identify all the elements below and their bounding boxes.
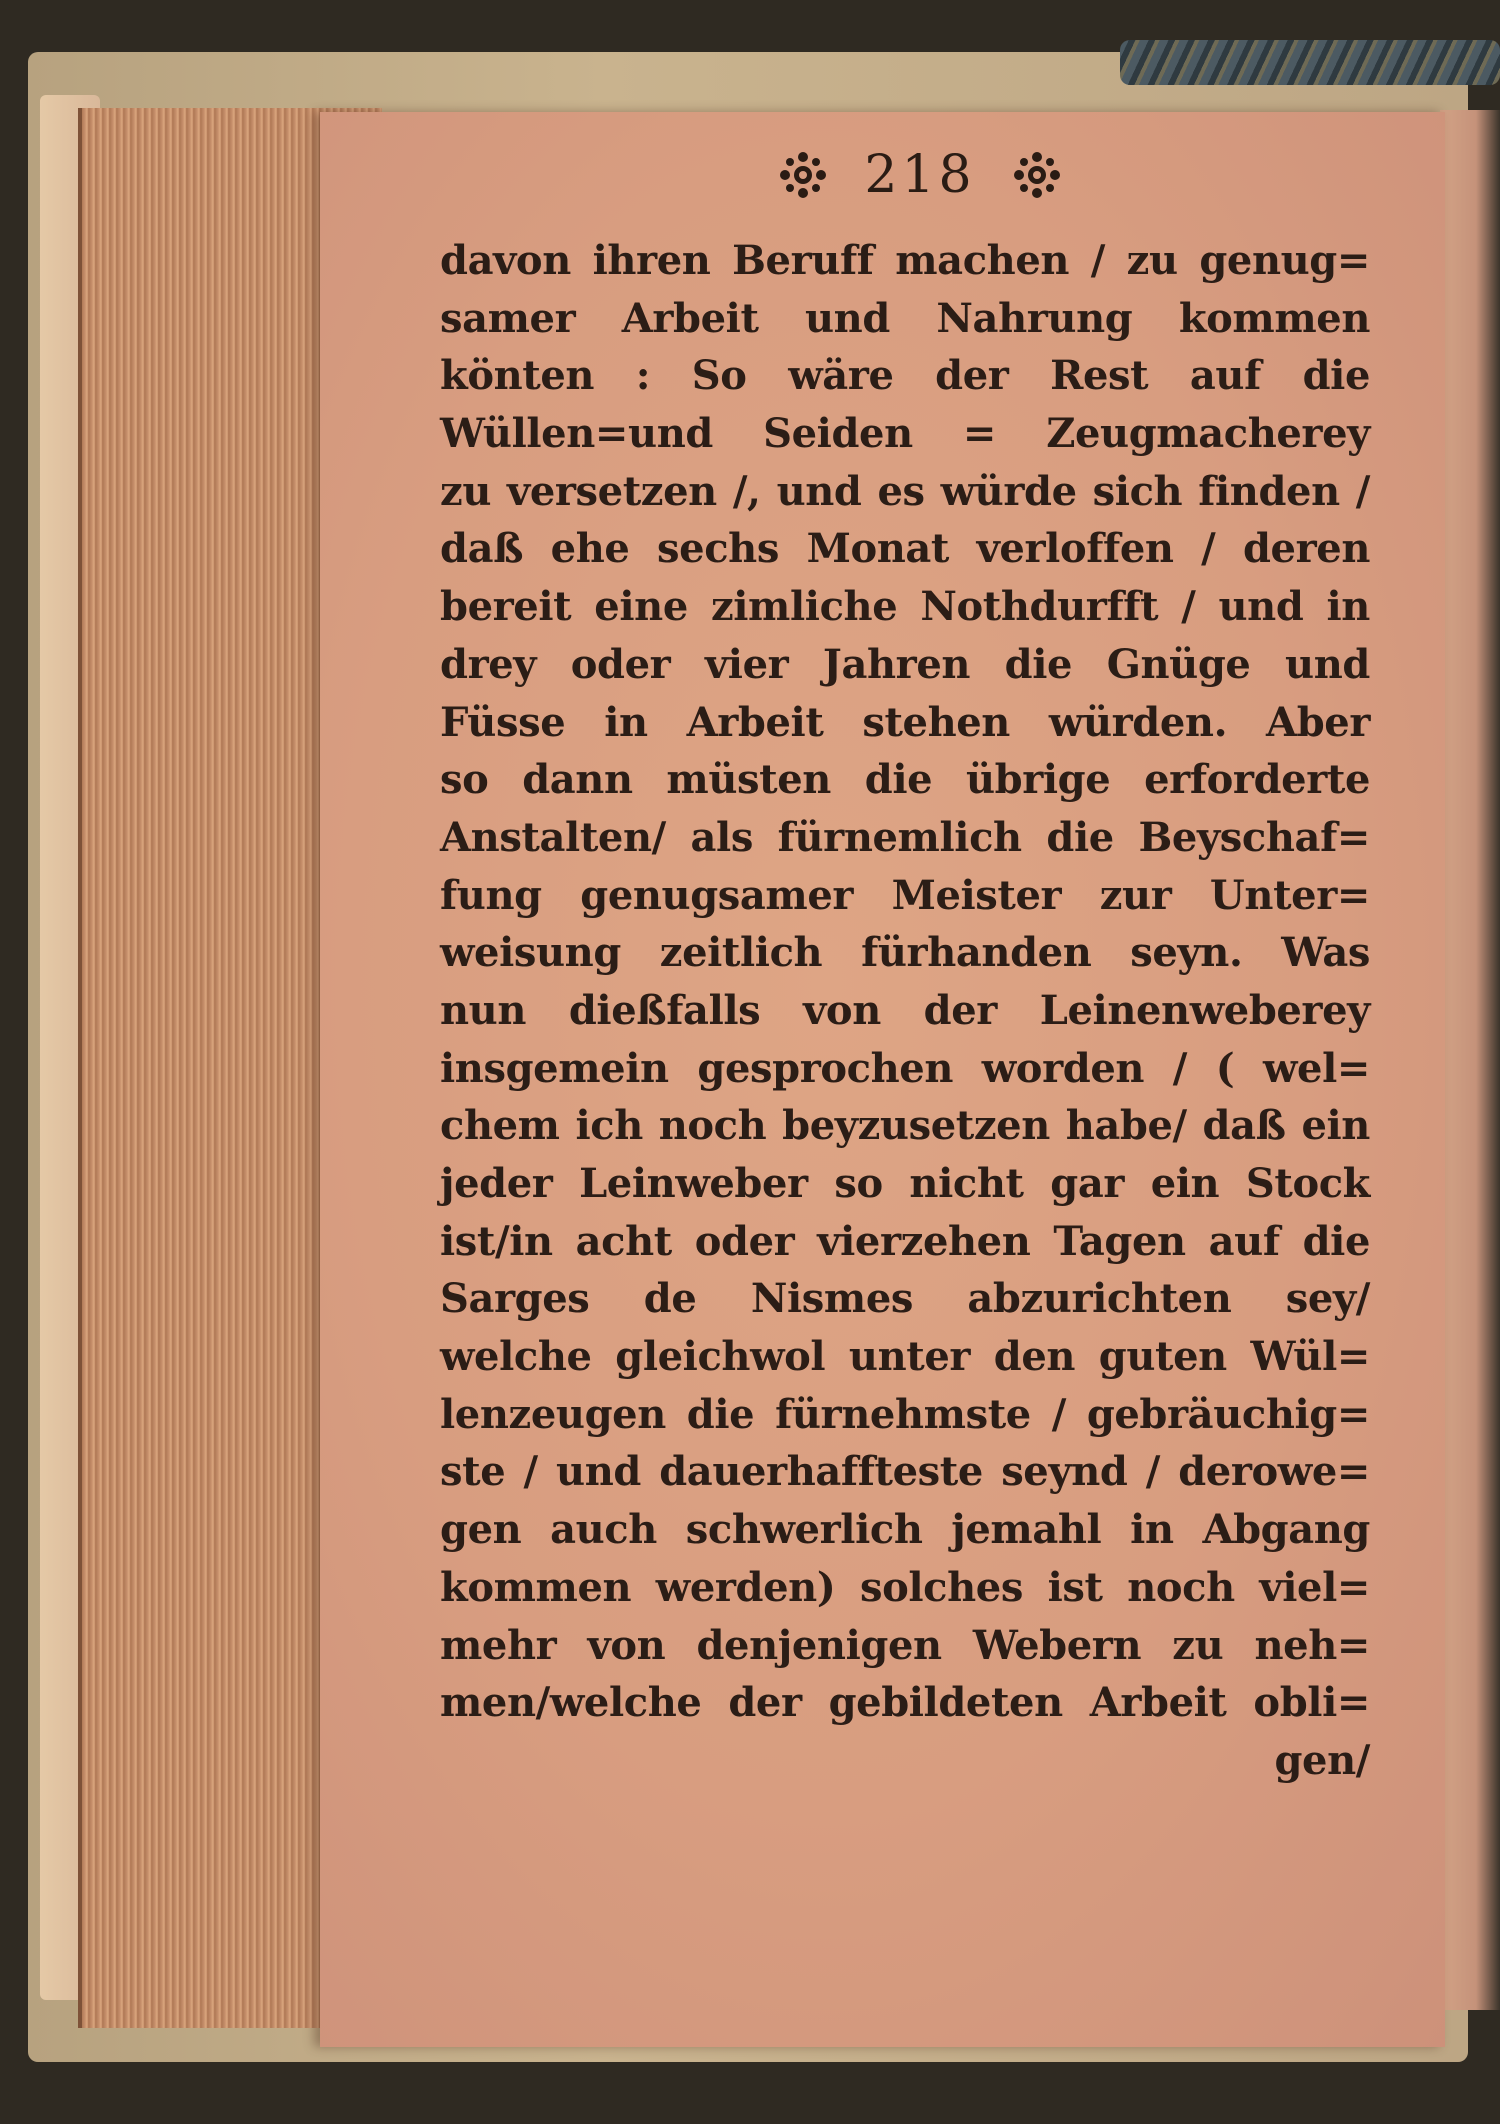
page-number: 218	[864, 145, 976, 205]
text-line: daß ehe sechs Monat verloffen / deren	[440, 525, 1370, 573]
text-line: insgemein gesprochen worden / ( wel=	[440, 1044, 1370, 1092]
text-line: könten : So wäre der Rest auf die	[440, 352, 1370, 400]
text-line: ist/in acht oder vierzehen Tagen auf die	[440, 1217, 1370, 1265]
text-line: ste / und dauerhaffteste seynd / derowe=	[440, 1448, 1370, 1496]
flower-ornament-icon	[778, 150, 828, 200]
text-line: chem ich noch beyzusetzen habe/ daß ein	[440, 1102, 1370, 1150]
text-line: nun dießfalls von der Leinenweberey	[440, 986, 1370, 1034]
text-line: welche gleichwol unter den guten Wül=	[440, 1333, 1370, 1381]
text-line: zu versetzen /, und es würde sich finden /	[440, 467, 1370, 515]
text-line: bereit eine zimliche Nothdurfft / und in	[440, 583, 1370, 631]
text-line: so dann müsten die übrige erforderte	[440, 756, 1370, 804]
page-body-text	[440, 232, 1370, 1790]
text-line: fung genugsamer Meister zur Unter=	[440, 871, 1370, 919]
text-line: men/welche der gebildeten Arbeit obli=	[440, 1679, 1370, 1727]
text-line: kommen werden) solches ist noch viel=	[440, 1563, 1370, 1611]
text-line: davon ihren Beruff machen / zu genug=	[440, 237, 1370, 284]
text-line: mehr von denjenigen Webern zu neh=	[440, 1621, 1370, 1669]
text-line: jeder Leinweber so nicht gar ein Stock	[440, 1160, 1370, 1207]
page-header	[740, 140, 1100, 210]
text-line: weisung zeitlich fürhanden seyn. Was	[440, 929, 1370, 977]
facing-page-edge	[1440, 110, 1500, 2010]
text-line: gen auch schwerlich jemahl in Abgang	[440, 1506, 1370, 1554]
text-line: samer Arbeit und Nahrung kommen	[440, 294, 1370, 342]
text-line: Wüllen=und Seiden = Zeugmacherey	[440, 410, 1370, 458]
flower-ornament-icon	[1012, 150, 1062, 200]
text-line-catchword: gen/	[1274, 1736, 1370, 1784]
text-line: Anstalten/ als fürnemlich die Beyschaf=	[440, 813, 1370, 861]
text-line: Füsse in Arbeit stehen würden. Aber	[440, 698, 1370, 746]
text-line: lenzeugen die fürnehmste / gebräuchig=	[440, 1390, 1370, 1438]
text-line: drey oder vier Jahren die Gnüge und	[440, 640, 1370, 688]
book-headband	[1120, 40, 1500, 85]
text-line: Sarges de Nismes abzurichten sey/	[440, 1275, 1370, 1323]
